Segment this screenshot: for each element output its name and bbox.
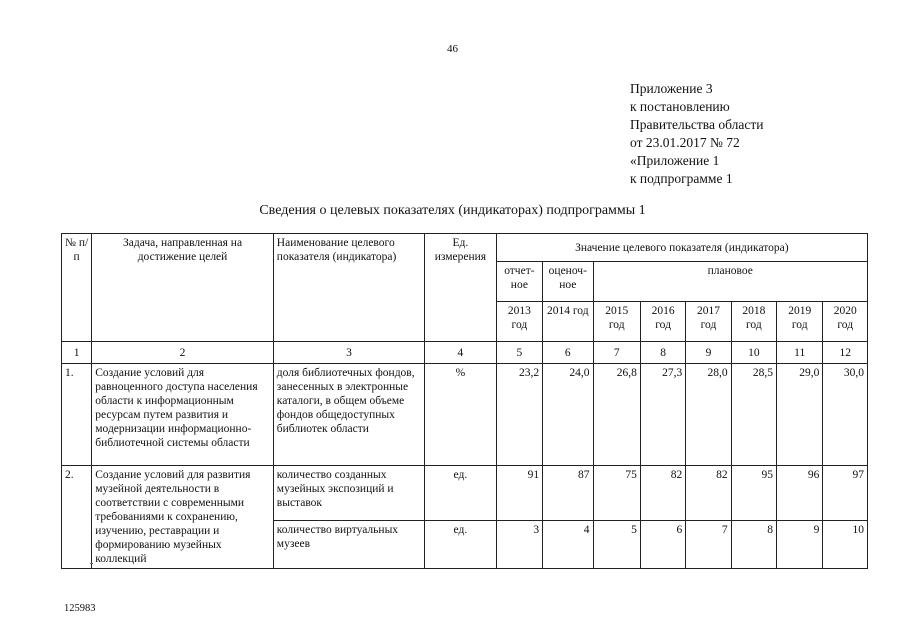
- column-number: 3: [273, 342, 424, 364]
- scan-mark: [90, 563, 93, 564]
- appendix-line: от 23.01.2017 № 72: [630, 135, 740, 150]
- header-unit: Ед. измерения: [425, 234, 497, 342]
- header-num: № п/п: [62, 234, 92, 342]
- column-number: 12: [823, 342, 868, 364]
- row-unit: ед.: [425, 520, 497, 568]
- row-task: Создание условий для развития музейной деятельности в соответствии с современными требованиями к сохранению, изучению, реставрации и формированию музейных коллекций: [92, 466, 274, 569]
- header-year: 2019 год: [777, 302, 823, 342]
- row-value: 26,8: [593, 364, 640, 466]
- row-unit: %: [425, 364, 497, 466]
- header-year: 2015 год: [593, 302, 640, 342]
- header-year: 2020 год: [823, 302, 868, 342]
- document-code: 125983: [64, 603, 96, 614]
- row-indicator: количество виртуальных музеев: [273, 520, 424, 568]
- row-value: 75: [593, 466, 640, 521]
- row-value: 6: [640, 520, 685, 568]
- row-value: 27,3: [640, 364, 685, 466]
- header-task: Задача, направленная на достижение целей: [92, 234, 274, 342]
- row-value: 87: [543, 466, 593, 521]
- row-task: Создание условий для равноценного доступа населения области к информационным ресурсам путем развития и модернизации информационно-библиотечной системы области: [92, 364, 274, 466]
- column-number: 11: [777, 342, 823, 364]
- header-planned: плановое: [593, 262, 868, 302]
- row-value: 30,0: [823, 364, 868, 466]
- row-value: 82: [686, 466, 731, 521]
- row-value: 28,5: [731, 364, 776, 466]
- row-value: 97: [823, 466, 868, 521]
- row-num: 1.: [62, 364, 92, 466]
- row-value: 3: [496, 520, 542, 568]
- document-title: Сведения о целевых показателях (индикаторах) подпрограммы 1: [259, 203, 646, 218]
- appendix-line: Правительства области: [630, 117, 764, 132]
- row-value: 24,0: [543, 364, 593, 466]
- row-num: 2.: [62, 466, 92, 569]
- column-number: 2: [92, 342, 274, 364]
- header-year: 2018 год: [731, 302, 776, 342]
- indicators-table: [61, 233, 868, 569]
- row-value: 5: [593, 520, 640, 568]
- header-report: отчет-ное: [496, 262, 542, 302]
- row-value: 95: [731, 466, 776, 521]
- row-value: 28,0: [686, 364, 731, 466]
- column-number: 4: [425, 342, 497, 364]
- header-estimate: оценоч-ное: [543, 262, 593, 302]
- header-value-group: Значение целевого показателя (индикатора): [496, 234, 867, 262]
- row-value: 23,2: [496, 364, 542, 466]
- page-number: 46: [447, 43, 458, 55]
- column-number: 10: [731, 342, 776, 364]
- header-indicator: Наименование целевого показателя (индикатора): [273, 234, 424, 342]
- appendix-line: к постановлению: [630, 99, 730, 114]
- column-number: 5: [496, 342, 542, 364]
- table-row: [62, 364, 868, 466]
- header-year: 2013 год: [496, 302, 542, 342]
- row-value: 82: [640, 466, 685, 521]
- column-number: 8: [640, 342, 685, 364]
- row-value: 4: [543, 520, 593, 568]
- row-value: 96: [777, 466, 823, 521]
- header-year: 2014 год: [543, 302, 593, 342]
- row-value: 91: [496, 466, 542, 521]
- header-year: 2016 год: [640, 302, 685, 342]
- appendix-line: Приложение 3: [630, 81, 713, 96]
- table-row: [62, 466, 868, 521]
- appendix-line: «Приложение 1: [630, 153, 720, 168]
- header-year: 2017 год: [686, 302, 731, 342]
- row-value: 10: [823, 520, 868, 568]
- column-number: 9: [686, 342, 731, 364]
- appendix-block: [630, 80, 763, 188]
- row-value: 9: [777, 520, 823, 568]
- column-number: 1: [62, 342, 92, 364]
- row-value: 29,0: [777, 364, 823, 466]
- column-number: 6: [543, 342, 593, 364]
- row-indicator: доля библиотечных фондов, занесенных в электронные каталоги, в общем объеме фондов общедоступных библиотек области: [273, 364, 424, 466]
- row-indicator: количество созданных музейных экспозиций и выставок: [273, 466, 424, 521]
- row-unit: ед.: [425, 466, 497, 521]
- appendix-line: к подпрограмме 1: [630, 171, 733, 186]
- row-value: 8: [731, 520, 776, 568]
- column-number: 7: [593, 342, 640, 364]
- row-value: 7: [686, 520, 731, 568]
